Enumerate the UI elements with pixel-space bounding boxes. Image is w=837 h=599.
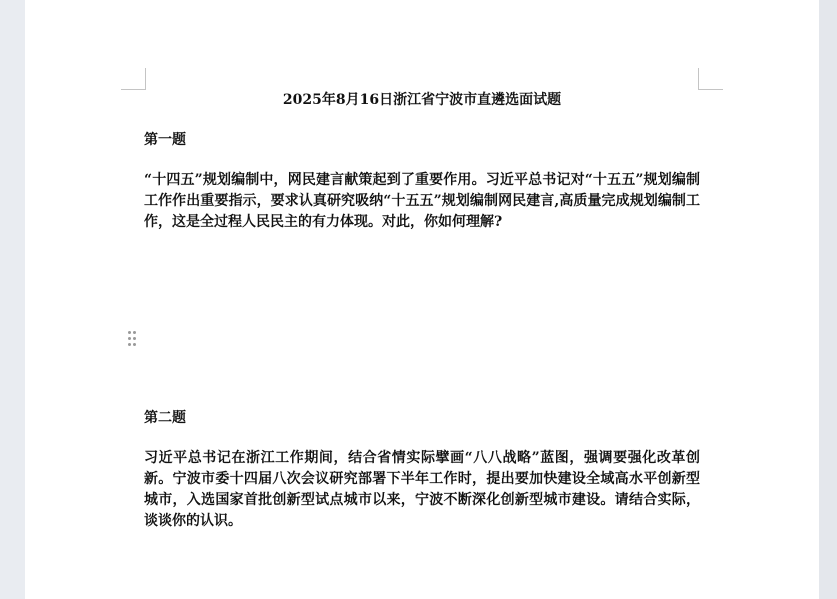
crop-mark-top-right [698,68,723,90]
section-1-text: “十四五”规划编制中，网民建言献策起到了重要作用。习近平总书记对“十五五”规划编制工作作出重要指示，要求认真研究吸纳“十五五”规划编制网民建言,高质量完成规划编制工作，这是全过程人民民主的有力体现。对此，你如何理解? [144,172,700,230]
scrollbar-track[interactable] [819,0,837,599]
document-page[interactable] [25,0,819,599]
section-2-heading: 第二题 [144,410,186,426]
drag-handle-icon[interactable] [128,331,138,347]
section-1-heading: 第一题 [144,132,186,148]
crop-mark-top-left [121,68,146,90]
section-2-text: 习近平总书记在浙江工作期间，结合省情实际擘画“八八战略”蓝图，强调要强化改革创新。宁波市委十四届八次会议研究部署下半年工作时，提出要加快建设全域高水平创新型城市，入选国家首批创新型试点城市以来，宁波不断深化创新型城市建设。请结合实际，谈谈你的认识。 [144,450,700,529]
document-title: 2025年8月16日浙江省宁波市直遴选面试题 [282,92,562,108]
